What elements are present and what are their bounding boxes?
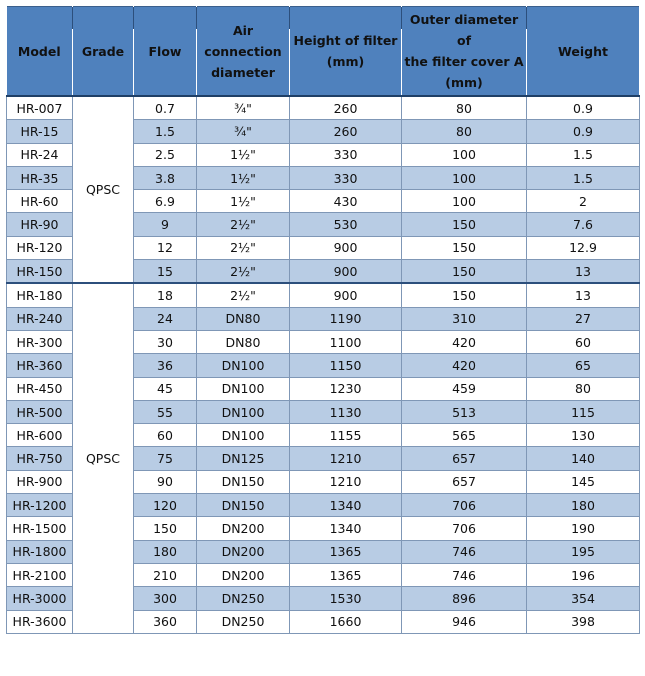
cell-air-connection: DN100 [197,400,290,423]
cell-model: HR-450 [7,377,73,400]
cell-outer-diameter: 706 [402,517,527,540]
cell-air-connection: 1½" [197,190,290,213]
cell-height: 530 [290,213,402,236]
cell-outer-diameter: 459 [402,377,527,400]
cell-flow: 36 [134,354,197,377]
cell-weight: 196 [527,563,640,586]
cell-outer-diameter: 100 [402,143,527,166]
cell-height: 1340 [290,517,402,540]
cell-model: HR-2100 [7,563,73,586]
cell-weight: 195 [527,540,640,563]
cell-outer-diameter: 946 [402,610,527,633]
cell-air-connection: 2½" [197,260,290,284]
cell-model: HR-007 [7,96,73,120]
cell-model: HR-1800 [7,540,73,563]
cell-flow: 150 [134,517,197,540]
cell-model: HR-180 [7,283,73,307]
cell-outer-diameter: 513 [402,400,527,423]
cell-model: HR-240 [7,307,73,330]
cell-height: 430 [290,190,402,213]
cell-air-connection: DN150 [197,494,290,517]
cell-height: 1365 [290,540,402,563]
cell-flow: 3.8 [134,166,197,189]
cell-height: 1190 [290,307,402,330]
cell-air-connection: DN125 [197,447,290,470]
cell-model: HR-600 [7,424,73,447]
header-model: Model [7,7,73,97]
cell-grade: QPSC [73,283,134,633]
cell-height: 1365 [290,563,402,586]
cell-height: 260 [290,96,402,120]
cell-height: 1155 [290,424,402,447]
cell-outer-diameter: 706 [402,494,527,517]
cell-flow: 24 [134,307,197,330]
cell-weight: 60 [527,330,640,353]
cell-height: 330 [290,143,402,166]
cell-outer-diameter: 150 [402,236,527,259]
cell-flow: 12 [134,236,197,259]
cell-weight: 354 [527,587,640,610]
cell-air-connection: DN100 [197,424,290,447]
cell-model: HR-3000 [7,587,73,610]
cell-weight: 13 [527,283,640,307]
cell-flow: 45 [134,377,197,400]
cell-flow: 2.5 [134,143,197,166]
cell-air-connection: 1½" [197,143,290,166]
cell-outer-diameter: 657 [402,470,527,493]
cell-height: 260 [290,120,402,143]
cell-outer-diameter: 746 [402,540,527,563]
cell-flow: 15 [134,260,197,284]
cell-air-connection: 1½" [197,166,290,189]
cell-flow: 180 [134,540,197,563]
cell-grade: QPSC [73,96,134,283]
table-header [7,7,640,97]
cell-weight: 0.9 [527,120,640,143]
cell-flow: 9 [134,213,197,236]
cell-air-connection: 2½" [197,213,290,236]
cell-outer-diameter: 100 [402,166,527,189]
cell-height: 1660 [290,610,402,633]
cell-weight: 1.5 [527,143,640,166]
cell-outer-diameter: 150 [402,213,527,236]
header-row [7,7,640,97]
cell-model: HR-750 [7,447,73,470]
header-outer-diameter: Outer diameter of the filter cover A (mm) [402,7,527,97]
header-grade: Grade [73,7,134,97]
cell-outer-diameter: 80 [402,96,527,120]
cell-height: 330 [290,166,402,189]
cell-weight: 140 [527,447,640,470]
cell-outer-diameter: 746 [402,563,527,586]
cell-model: HR-300 [7,330,73,353]
spec-table [6,6,640,634]
cell-height: 1230 [290,377,402,400]
cell-model: HR-35 [7,166,73,189]
cell-weight: 115 [527,400,640,423]
cell-flow: 30 [134,330,197,353]
cell-outer-diameter: 100 [402,190,527,213]
cell-outer-diameter: 310 [402,307,527,330]
header-flow: Flow [134,7,197,97]
cell-outer-diameter: 80 [402,120,527,143]
cell-height: 900 [290,260,402,284]
cell-air-connection: DN100 [197,377,290,400]
cell-height: 1210 [290,447,402,470]
cell-outer-diameter: 150 [402,260,527,284]
cell-flow: 60 [134,424,197,447]
cell-model: HR-500 [7,400,73,423]
cell-weight: 2 [527,190,640,213]
cell-model: HR-60 [7,190,73,213]
cell-air-connection: DN80 [197,330,290,353]
cell-air-connection: DN250 [197,610,290,633]
header-height: Height of filter (mm) [290,7,402,97]
cell-flow: 18 [134,283,197,307]
cell-weight: 80 [527,377,640,400]
cell-flow: 300 [134,587,197,610]
cell-outer-diameter: 565 [402,424,527,447]
cell-air-connection: 2½" [197,236,290,259]
cell-air-connection: DN80 [197,307,290,330]
table-row [7,283,640,307]
cell-air-connection: ¾" [197,96,290,120]
cell-weight: 145 [527,470,640,493]
cell-height: 1130 [290,400,402,423]
cell-weight: 7.6 [527,213,640,236]
table-body [7,96,640,633]
cell-flow: 0.7 [134,96,197,120]
cell-air-connection: DN250 [197,587,290,610]
cell-outer-diameter: 896 [402,587,527,610]
cell-model: HR-1200 [7,494,73,517]
cell-height: 900 [290,236,402,259]
cell-model: HR-150 [7,260,73,284]
header-weight: Weight [527,7,640,97]
cell-flow: 360 [134,610,197,633]
cell-flow: 6.9 [134,190,197,213]
cell-weight: 13 [527,260,640,284]
cell-height: 1530 [290,587,402,610]
cell-model: HR-15 [7,120,73,143]
cell-weight: 398 [527,610,640,633]
cell-air-connection: DN200 [197,540,290,563]
cell-air-connection: DN150 [197,470,290,493]
cell-model: HR-900 [7,470,73,493]
cell-model: HR-360 [7,354,73,377]
cell-height: 900 [290,283,402,307]
cell-height: 1340 [290,494,402,517]
cell-air-connection: DN200 [197,563,290,586]
header-air-connection: Air connection diameter [197,7,290,97]
cell-outer-diameter: 420 [402,330,527,353]
cell-flow: 1.5 [134,120,197,143]
cell-air-connection: ¾" [197,120,290,143]
cell-weight: 12.9 [527,236,640,259]
cell-air-connection: DN200 [197,517,290,540]
cell-flow: 75 [134,447,197,470]
cell-flow: 210 [134,563,197,586]
cell-height: 1210 [290,470,402,493]
cell-weight: 1.5 [527,166,640,189]
cell-weight: 130 [527,424,640,447]
cell-outer-diameter: 420 [402,354,527,377]
cell-model: HR-1500 [7,517,73,540]
cell-model: HR-3600 [7,610,73,633]
cell-air-connection: DN100 [197,354,290,377]
table-row [7,96,640,120]
cell-weight: 0.9 [527,96,640,120]
cell-weight: 27 [527,307,640,330]
cell-height: 1150 [290,354,402,377]
cell-model: HR-90 [7,213,73,236]
cell-model: HR-24 [7,143,73,166]
cell-height: 1100 [290,330,402,353]
cell-flow: 55 [134,400,197,423]
cell-weight: 65 [527,354,640,377]
cell-weight: 180 [527,494,640,517]
cell-air-connection: 2½" [197,283,290,307]
cell-weight: 190 [527,517,640,540]
cell-outer-diameter: 657 [402,447,527,470]
cell-outer-diameter: 150 [402,283,527,307]
cell-flow: 90 [134,470,197,493]
cell-model: HR-120 [7,236,73,259]
cell-flow: 120 [134,494,197,517]
